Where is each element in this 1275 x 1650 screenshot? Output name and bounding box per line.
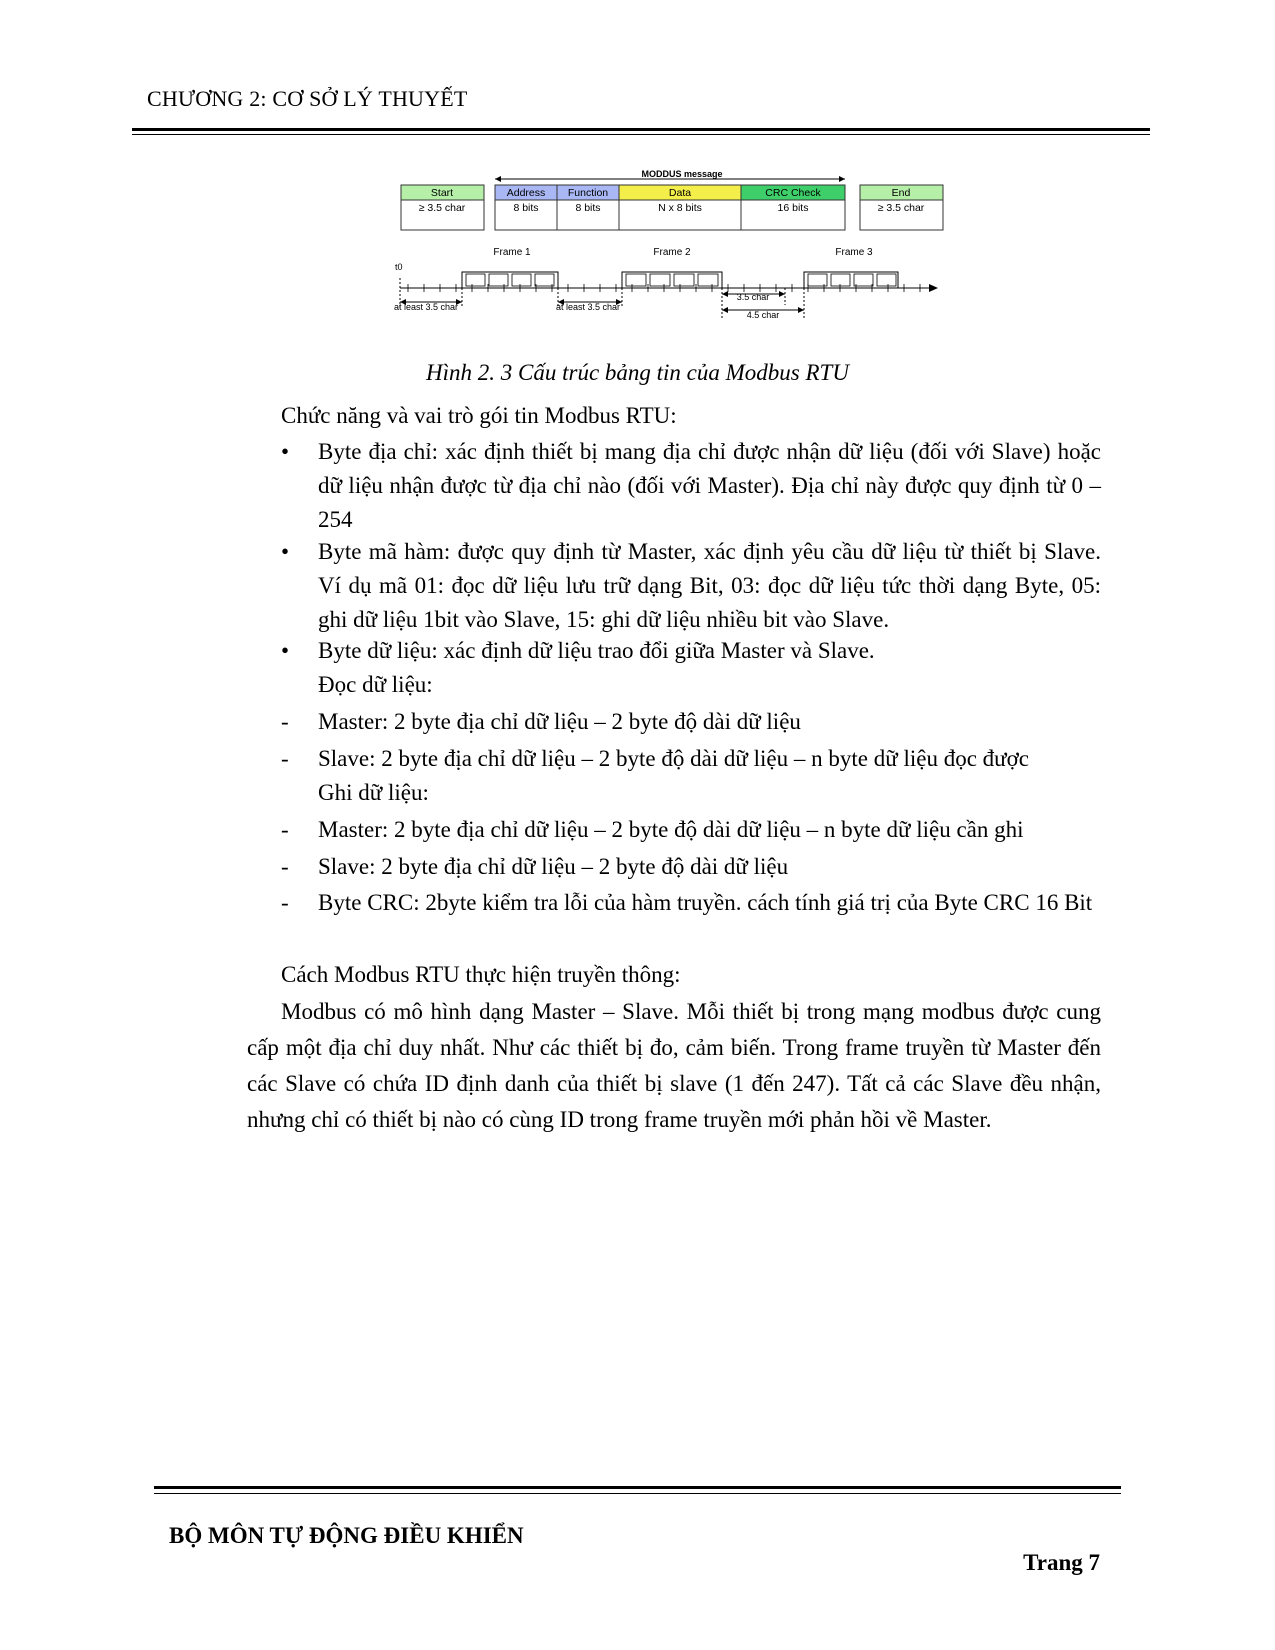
field-name: End [891,187,911,199]
field-size: ≥ 3.5 char [418,202,466,214]
modbus-frame-diagram [394,169,970,340]
write-item [281,850,1101,884]
bullet-mark: • [281,439,290,464]
final-paragraph: Modbus có mô hình dạng Master – Slave. Mỗi thiết bị trong mạng modbus được cung cấp một địa chỉ duy nhất. Như các thiết bị đo, cảm biến. Trong frame truyền từ Master đến các Slave có chứa ID định danh của thiết bị slave (1 đến 247). Tất cả các Slave đều nhận, nhưng chỉ có thiết bị nào có cùng ID trong frame truyền mới phản hồi về Master. [247,999,1101,1132]
char-pulse [831,274,850,286]
interval-label: 3.5 char [736,292,770,302]
interval-arrow [722,307,728,313]
read-item [281,742,1101,776]
item-text: Slave: 2 byte địa chỉ dữ liệu – 2 byte độ dài dữ liệu [318,854,789,879]
char-pulse [877,274,896,286]
field-size: N x 8 bits [658,202,702,214]
dash-mark: - [281,709,289,734]
figure-caption: Hình 2. 3 Cấu trúc bảng tin của Modbus RTU [426,360,849,385]
char-pulse [698,274,718,286]
header-rule-thin [132,134,1150,135]
write-item [281,886,1101,954]
intro-line: Chức năng và vai trò gói tin Modbus RTU: [281,403,677,428]
field-name: Function [567,187,609,199]
item-text: Byte CRC: 2byte kiểm tra lỗi của hàm truyền. cách tính giá trị của Byte CRC 16 Bit [318,890,1093,915]
field-name: CRC Check [765,187,821,199]
footer-department: BỘ MÔN TỰ ĐỘNG ĐIỀU KHIỂN [169,1523,524,1548]
bullet-text: Byte dữ liệu: xác định dữ liệu trao đổi giữa Master và Slave. [318,638,875,663]
char-pulse [626,274,646,286]
dash-mark: - [281,817,289,842]
bullet-function [281,535,1101,637]
gap-label: at least 3.5 char [556,302,621,312]
frame-label: Frame 1 [493,247,531,258]
item-text: Master: 2 byte địa chỉ dữ liệu – 2 byte độ dài dữ liệu [318,709,801,734]
write-item [281,813,1101,847]
dash-mark: - [281,854,289,879]
field-start [401,185,484,230]
message-label: MODDUS message [641,169,723,179]
field-address [495,185,557,230]
bullet-text: Byte địa chỉ: xác định thiết bị mang địa chỉ được nhận dữ liệu (đối với Slave) hoặc dữ liệu nhận được từ địa chỉ nào (đối với Master). Địa chỉ này được quy định từ 0 – 254 [318,439,1101,532]
field-size: 8 bits [575,202,601,214]
bullet-text: Byte mã hàm: được quy định từ Master, xác định yêu cầu dữ liệu từ thiết bị Slave. Ví dụ mã 01: đọc dữ liệu lưu trữ dạng Bit, 03: đọc dữ liệu tức thời dạng Byte, 05: ghi dữ liệu 1bit vào Slave, 15: ghi dữ liệu nhiều bit vào Slave. [318,539,1101,632]
footer-rule-thin [154,1493,1121,1494]
char-pulse [854,274,873,286]
interval-arrow [722,291,728,297]
chapter-header: CHƯƠNG 2: CƠ SỞ LÝ THUYẾT [147,86,468,111]
field-end [860,185,943,230]
field-function [557,185,619,230]
write-heading: Ghi dữ liệu: [318,780,429,805]
item-text: Master: 2 byte địa chỉ dữ liệu – 2 byte độ dài dữ liệu – n byte dữ liệu cần ghi [318,817,1024,842]
field-data [619,185,741,230]
frame-label: Frame 2 [653,247,691,258]
message-span-arrow-right [839,176,845,182]
bullet-data [281,634,1101,668]
field-name: Data [668,187,692,199]
frame1-chars [466,274,554,286]
frame2-chars [626,274,718,286]
read-item [281,705,1101,739]
interval-arrow [779,291,785,297]
gap-label: at least 3.5 char [394,302,459,312]
field-name: Address [506,187,546,199]
frame-label: Frame 3 [835,247,873,258]
bullet-mark: • [281,539,290,564]
comm-heading: Cách Modbus RTU thực hiện truyền thông: [281,962,681,987]
char-pulse [489,274,508,286]
footer-rule-thick [154,1486,1121,1489]
page-number: Trang 7 [1023,1550,1100,1575]
frame3-chars [808,274,896,286]
interval-label: 4.5 char [746,310,780,320]
message-span-arrow-left [495,176,501,182]
dash-mark: - [281,890,289,915]
dash-mark: - [281,746,289,771]
field-crc [741,185,845,230]
char-pulse [512,274,531,286]
item-text: Slave: 2 byte địa chỉ dữ liệu – 2 byte độ dài dữ liệu – n byte dữ liệu đọc được [318,746,1029,771]
header-rule-thick [132,128,1150,131]
field-size: ≥ 3.5 char [877,202,925,214]
char-pulse [466,274,485,286]
field-name: Start [430,187,454,199]
read-heading: Đọc dữ liệu: [318,672,433,697]
char-pulse [650,274,670,286]
t0-label: t0 [395,262,403,272]
interval-arrow [798,307,804,313]
bullet-mark: • [281,638,290,663]
char-pulse [535,274,554,286]
field-size: 8 bits [513,202,539,214]
field-size: 16 bits [777,202,809,214]
bullet-address [281,435,1101,537]
char-pulse [674,274,694,286]
timeline-arrow [929,284,938,292]
